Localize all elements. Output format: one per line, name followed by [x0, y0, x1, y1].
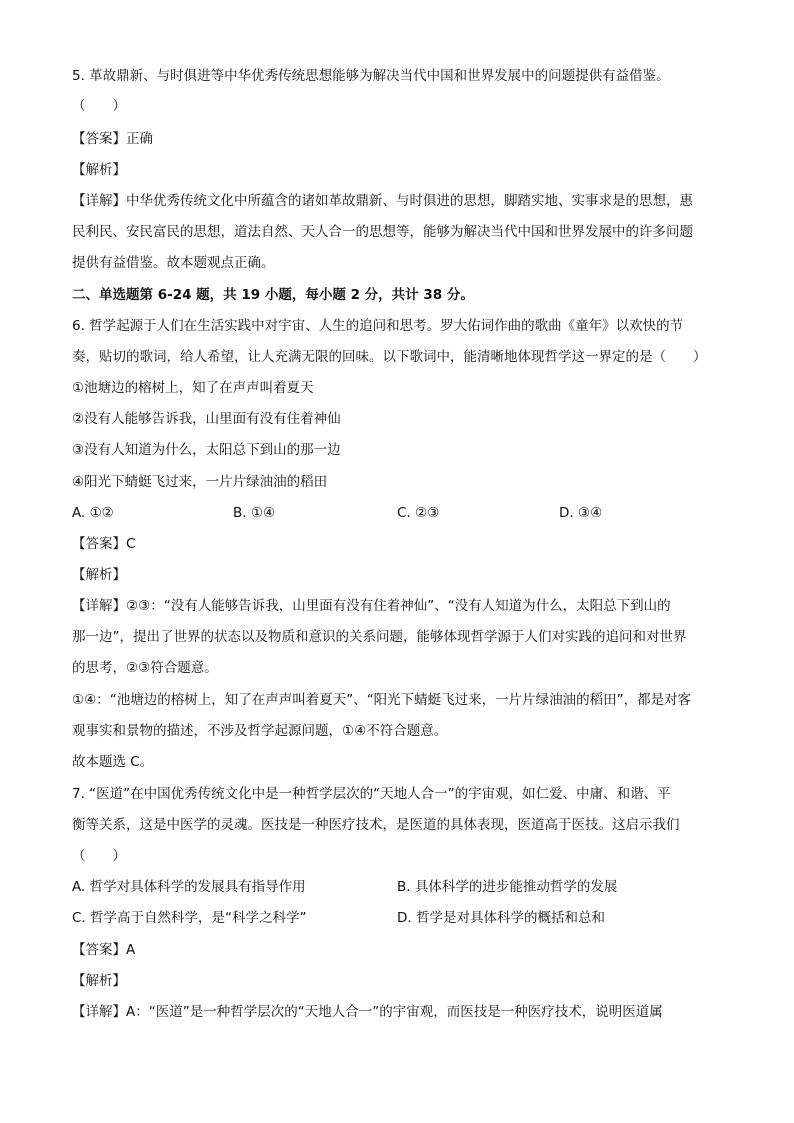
q5-detail-line: 【详解】中华优秀传统文化中所蕴含的诸如革故鼎新、与时俱进的思想，脚踏实地、实事求是的思想，惠 [72, 193, 693, 209]
q5-answer: 【答案】正确 [72, 131, 153, 147]
q6-detail-line: 观事实和景物的描述，不涉及哲学起源问题，①④不符合题意。 [72, 723, 448, 739]
q6-option-a: A. ①② [72, 505, 114, 521]
q6-detail-line: 【详解】②③：“没有人能够告诉我，山里面有没有住着神仙”、“没有人知道为什么，太阳总下到山的 [72, 598, 671, 614]
q7-stem-line: 7. “医道”在中国优秀传统文化中是一种哲学层次的“天地人合一”的宇宙观，如仁爱、中庸、和谐、平 [72, 786, 671, 802]
q6-analysis-label: 【解析】 [72, 567, 126, 583]
q6-item: ①池塘边的榕树上，知了在声声叫着夏天 [72, 380, 314, 396]
q7-answer: 【答案】A [72, 942, 136, 958]
q6-option-d: D. ③④ [559, 505, 603, 521]
q6-item: ②没有人能够告诉我，山里面有没有住着神仙 [72, 411, 341, 427]
q5-detail-line: 提供有益借鉴。故本题观点正确。 [72, 255, 275, 271]
q5-stem: 5. 革故鼎新、与时俱进等中华优秀传统思想能够为解决当代中国和世界发展中的问题提供有益借鉴。 [72, 68, 670, 84]
q5-blank: （ ） [72, 98, 126, 114]
q7-blank: （ ） [72, 848, 126, 864]
q7-analysis-label: 【解析】 [72, 973, 126, 989]
q7-option-d: D. 哲学是对具体科学的概括和总和 [397, 910, 605, 926]
q6-stem-line: 奏，贴切的歌词，给人希望，让人充满无限的回味。以下歌词中，能清晰地体现哲学这一界定的是（ ） [72, 349, 707, 365]
q6-item: ④阳光下蜻蜓飞过来，一片片绿油油的稻田 [72, 474, 328, 490]
q6-detail-line: ①④：“池塘边的榕树上，知了在声声叫着夏天”、“阳光下蜻蜓飞过来，一片片绿油油的稻田”，都是对客 [72, 692, 692, 708]
q6-option-c: C. ②③ [397, 505, 440, 521]
q7-detail-line: 【详解】A：“医道”是一种哲学层次的“天地人合一”的宇宙观，而医技是一种医疗技术，说明医道属 [72, 1004, 663, 1020]
q7-option-a: A. 哲学对具体科学的发展具有指导作用 [72, 879, 306, 895]
q6-option-b: B. ①④ [233, 505, 276, 521]
q6-stem-line: 6. 哲学起源于人们在生活实践中对宇宙、人生的追问和思考。罗大佑词作曲的歌曲《童年》以欢快的节 [72, 318, 684, 334]
q6-detail-line: 故本题选 C。 [72, 754, 154, 770]
q7-option-c: C. 哲学高于自然科学，是“科学之科学” [72, 910, 307, 926]
q7-stem-line: 衡等关系，这是中医学的灵魂。医技是一种医疗技术，是医道的具体表现，医道高于医技。这启示我们 [72, 817, 680, 833]
q6-answer: 【答案】C [72, 536, 136, 552]
q6-item: ③没有人知道为什么，太阳总下到山的那一边 [72, 442, 341, 458]
q7-option-b: B. 具体科学的进步能推动哲学的发展 [397, 879, 618, 895]
q5-detail-line: 民利民、安民富民的思想，道法自然、天人合一的思想等，能够为解决当代中国和世界发展中的许多问题 [72, 224, 693, 240]
section-heading: 二、单选题第 6-24 题，共 19 小题，每小题 2 分，共计 38 分。 [72, 287, 474, 303]
q5-analysis-label: 【解析】 [72, 162, 126, 178]
q6-detail-line: 那一边”，提出了世界的状态以及物质和意识的关系问题，能够体现哲学源于人们对实践的追问和对世界 [72, 629, 687, 645]
q6-detail-line: 的思考，②③符合题意。 [72, 660, 218, 676]
